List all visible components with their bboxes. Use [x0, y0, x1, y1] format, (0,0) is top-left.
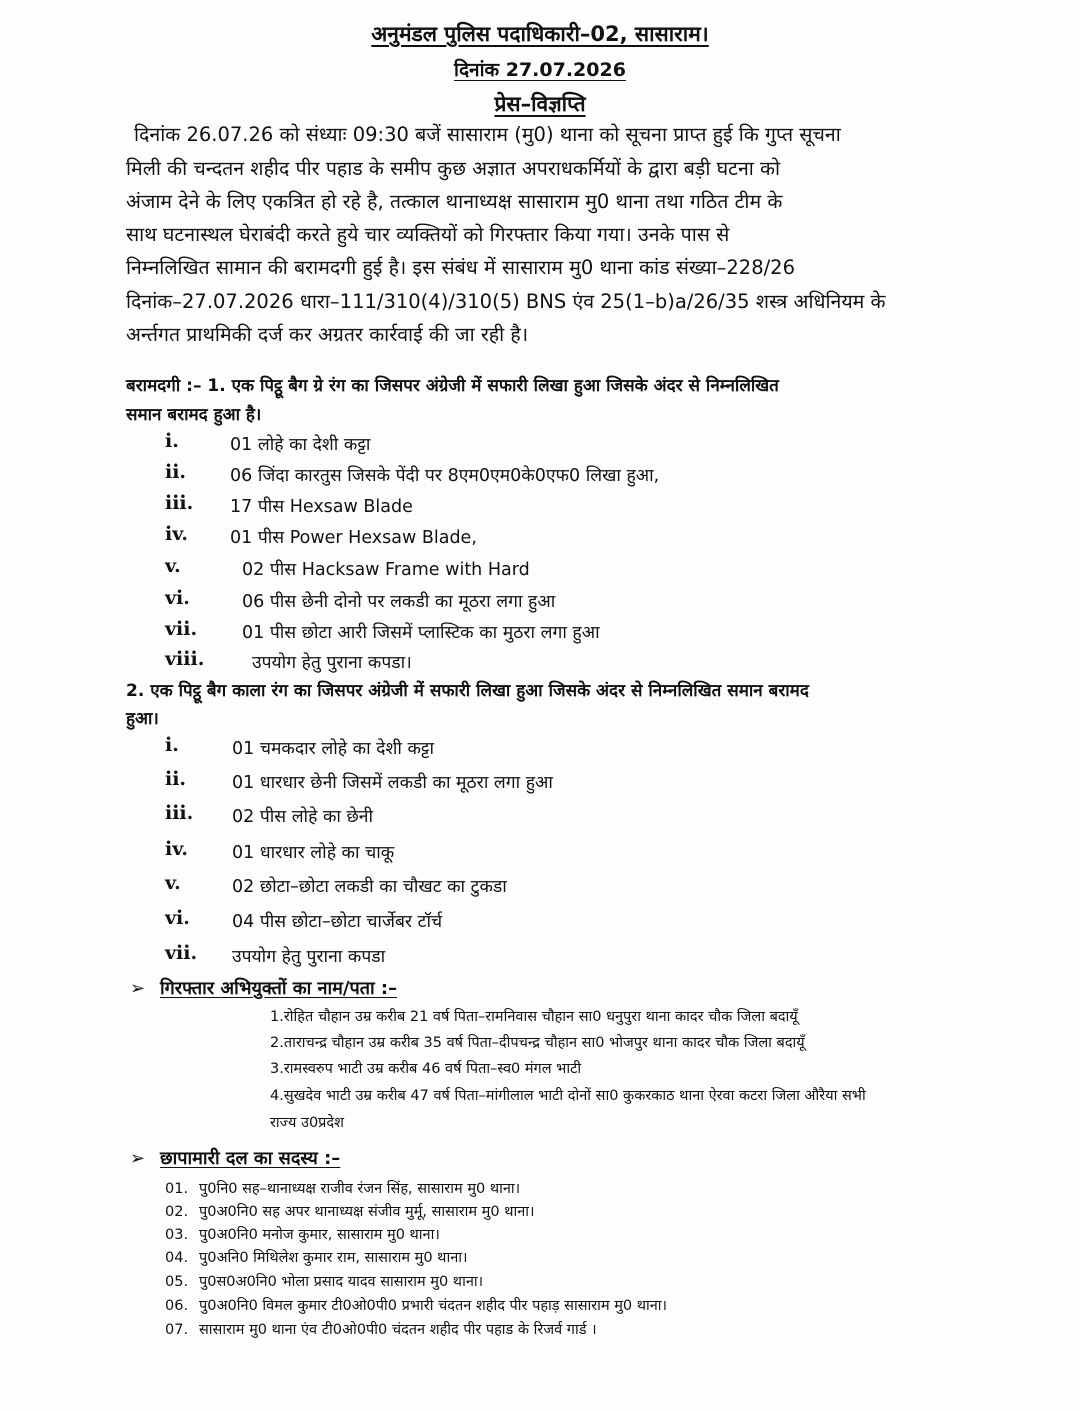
team-member: 01. पु0नि0 सह–थानाध्यक्ष राजीव रंजन सिंह, सासाराम मु0 थाना। — [165, 1181, 521, 1197]
recovered-item: 06 पीस छेनी दोनो पर लकडी का मूठरा लगा हुआ — [242, 592, 556, 612]
item-number: iv. — [165, 523, 188, 545]
body-line: मिली की चन्दतन शहीद पीर पहाड के समीप कुछ अज्ञात अपराधकर्मियों के द्वारा बड़ी घटना को — [126, 157, 781, 180]
release-date: दिनांक 27.07.2026 — [454, 59, 626, 81]
recovered-item: 06 जिंदा कारतुस जिसके पेंदी पर 8एम0एम0के0एफ0 लिखा हुआ, — [230, 466, 660, 486]
item-number: vi. — [165, 907, 190, 929]
item-number: viii. — [165, 648, 205, 670]
body-line: निम्नलिखित सामान की बरामदगी हुई है। इस संबंध में सासाराम मु0 थाना कांड संख्या–228/26 — [126, 256, 795, 279]
accused-entry: राज्य उ0प्रदेश — [270, 1115, 344, 1131]
team-member: 03. पु0अ0नि0 मनोज कुमार, सासाराम मु0 थाना। — [165, 1227, 440, 1243]
recovered-item: 01 पीस Power Hexsaw Blade, — [230, 528, 477, 548]
body-line: दिनांक–27.07.2026 धारा–111/310(4)/310(5) BNS एंव 25(1–b)a/26/35 शस्त्र अधिनियम के — [126, 290, 886, 313]
arrested-heading: ➢ गिरफ्तार अभियुक्तों का नाम/पता :– — [130, 978, 398, 999]
team-member: 02. पु0अ0नि0 सह अपर थानाध्यक्ष संजीव मुर्मू, सासाराम मु0 थाना। — [165, 1204, 535, 1220]
recovered-item: 02 पीस लोहे का छेनी — [232, 807, 373, 827]
body-line: अर्न्तगत प्राथमिकी दर्ज कर अग्रतर कार्रवाई की जा रही है। — [126, 323, 529, 346]
team-member: 04. पु0अनि0 मिथिलेश कुमार राम, सासाराम मु0 थाना। — [165, 1250, 468, 1266]
item-number: vi. — [165, 587, 190, 609]
item-number: i. — [165, 430, 179, 452]
item-number: iii. — [165, 802, 194, 824]
item-number: ii. — [165, 768, 187, 790]
document-title: प्रेस–विज्ञप्ति — [494, 92, 586, 116]
recovered-item: 02 पीस Hacksaw Frame with Hard — [242, 560, 530, 580]
recovered-item: 01 पीस छोटा आरी जिसमें प्लास्टिक का मुठरा लगा हुआ — [242, 623, 600, 643]
recovered-item: 02 छोटा–छोटा लकडी का चौखट का टुकडा — [232, 877, 507, 897]
accused-entry: 4.सुखदेव भाटी उम्र करीब 47 वर्ष पिता–मांगीलाल भाटी दोनों सा0 कुकरकाठ थाना ऐरवा कटरा जिला औरैया सभी — [270, 1088, 866, 1104]
accused-entry: 2.ताराचन्द्र चौहान उम्र करीब 35 वर्ष पिता–दीपचन्द्र चौहान सा0 भोजपुर थाना कादर चौक जिला बदायूँ — [270, 1035, 805, 1051]
team-member: 05. पु0स0अ0नि0 भोला प्रसाद यादव सासाराम मु0 थाना। — [165, 1274, 484, 1290]
recovered-item: 01 धारधार छेनी जिसमें लकडी का मूठरा लगा हुआ — [232, 773, 553, 793]
body-line: दिनांक 26.07.26 को संध्याः 09:30 बजें सासाराम (मु0) थाना को सूचना प्राप्त हुई कि गुप्त सूचना — [134, 123, 841, 146]
item-number: vii. — [165, 618, 198, 640]
body-line: साथ घटनास्थल घेराबंदी करते हुये चार व्यक्तियों को गिरफ्तार किया गया। उनके पास से — [126, 223, 730, 246]
item-number: iv. — [165, 838, 188, 860]
recovered-item: 01 धारधार लोहे का चाकू — [232, 843, 395, 863]
accused-entry: 1.रोहित चौहान उम्र करीब 21 वर्ष पिता–रामनिवास चौहान सा0 धनुपुरा थाना कादर चौक जिला बदायूँ — [270, 1009, 798, 1025]
recovered-item: उपयोग हेतु पुराना कपडा। — [252, 653, 412, 673]
recovered-item: 01 लोहे का देशी कट्टा — [230, 435, 371, 455]
team-member: 07. सासाराम मु0 थाना एंव टी0ओ0पी0 चंदतन शहीद पीर पहाड के रिजर्व गार्ड । — [165, 1322, 597, 1338]
recovery-bag2-line: 2. एक पिट्ठू बैग काला रंग का जिसपर अंग्रेजी में सफारी लिखा हुआ जिसके अंदर से निम्नलिखित समान बरामद — [126, 681, 809, 701]
body-line: अंजाम देने के लिए एकत्रित हो रहे है, तत्काल थानाध्यक्ष सासाराम मु0 थाना तथा गठित टीम के — [126, 190, 783, 213]
recovery-bag1-line: समान बरामद हुआ है। — [126, 405, 262, 425]
recovery-bag1-line: बरामदगी :– 1. एक पिट्ठू बैग ग्रे रंग का जिसपर अंग्रेजी में सफारी लिखा हुआ जिसके अंदर से निम्नलिखित — [126, 376, 779, 396]
item-number: i. — [165, 734, 179, 756]
team-member: 06. पु0अ0नि0 विमल कुमार टी0ओ0पी0 प्रभारी चंदतन शहीद पीर पहाड़ सासाराम मु0 थाना। — [165, 1298, 668, 1314]
arrow-bullet-icon: ➢ — [130, 978, 146, 999]
recovered-item: 17 पीस Hexsaw Blade — [230, 497, 413, 517]
accused-entry: 3.रामस्वरुप भाटी उम्र करीब 46 वर्ष पिता–स्व0 मंगल भाटी — [270, 1061, 582, 1077]
recovered-item: 01 चमकदार लोहे का देशी कट्टा — [232, 739, 434, 759]
item-number: vii. — [165, 942, 198, 964]
item-number: v. — [165, 872, 181, 894]
raid-team-heading: ➢ छापामारी दल का सदस्य :– — [130, 1148, 341, 1169]
recovered-item: 04 पीस छोटा–छोटा चार्जेबर टॉर्च — [232, 912, 443, 932]
item-number: ii. — [165, 461, 187, 483]
recovery-bag2-line: हुआ। — [126, 709, 159, 729]
item-number: iii. — [165, 492, 194, 514]
item-number: v. — [165, 555, 181, 577]
office-heading: अनुमंडल पुलिस पदाधिकारी–02, सासाराम। — [371, 22, 709, 46]
arrow-bullet-icon: ➢ — [130, 1148, 146, 1169]
recovered-item: उपयोग हेतु पुराना कपडा — [232, 947, 386, 967]
